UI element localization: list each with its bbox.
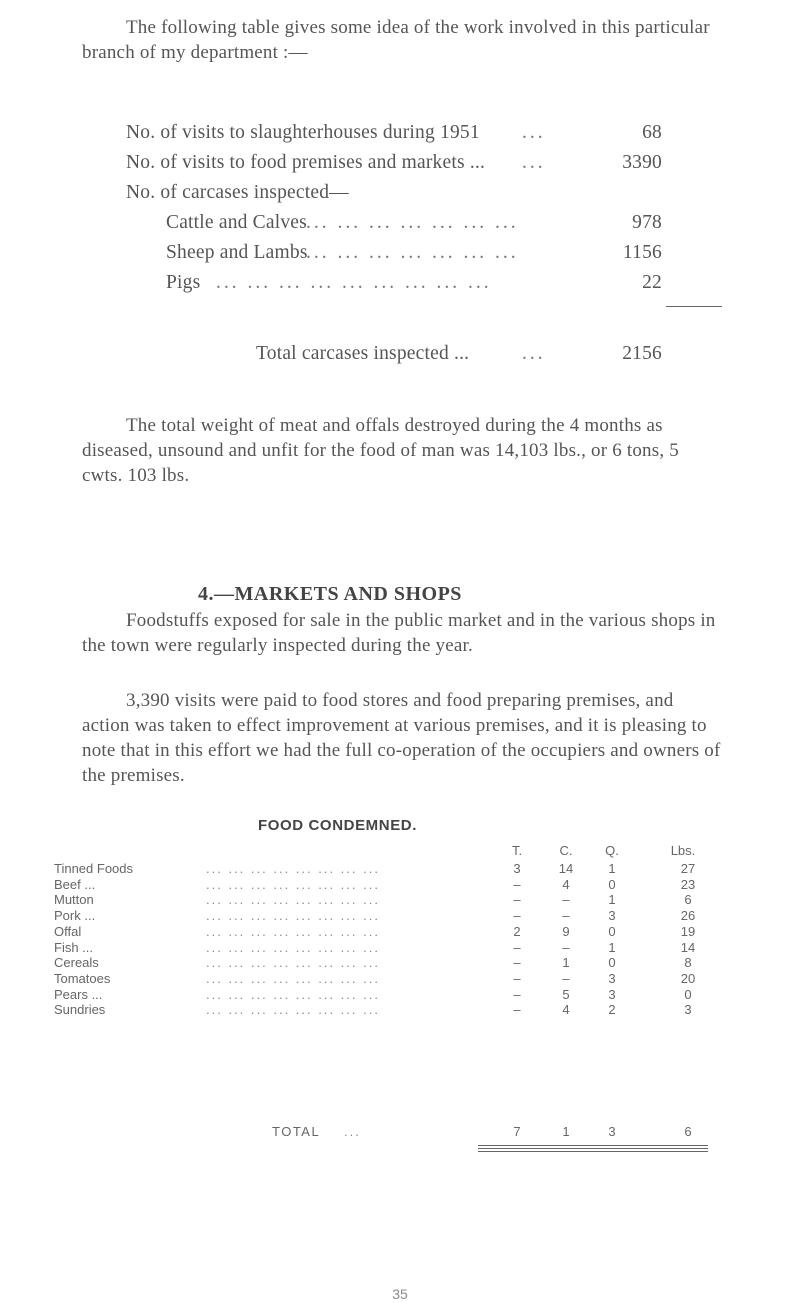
food-item-lbs: 6 <box>684 892 692 907</box>
food-item-name: Tinned Foods <box>54 861 134 876</box>
page-number: 35 <box>392 1286 408 1302</box>
section-heading: 4.—MARKETS AND SHOPS <box>198 583 462 605</box>
column-header-lbs: Lbs. <box>670 843 696 858</box>
food-item-c: – <box>562 908 570 923</box>
food-item-dots: ... ... ... ... ... ... ... ... <box>206 861 380 876</box>
total-lbs: 6 <box>684 1124 692 1139</box>
food-item-lbs: 0 <box>684 987 692 1002</box>
stat-label: No. of carcases inspected— <box>126 182 349 203</box>
food-item-c: 4 <box>562 1002 570 1017</box>
food-item-t: – <box>513 971 521 986</box>
food-item-dots: ... ... ... ... ... ... ... ... <box>206 892 380 907</box>
stat-label: Total carcases inspected ... <box>256 343 470 364</box>
food-item-q: 3 <box>608 908 616 923</box>
food-item-t: 3 <box>513 861 521 876</box>
column-header-q: Q. <box>605 843 619 858</box>
food-item-dots: ... ... ... ... ... ... ... ... <box>206 924 380 939</box>
stat-dots: ... <box>522 122 546 143</box>
stat-dots: ... ... ... ... ... ... ... <box>306 242 519 263</box>
stat-value: 2156 <box>622 343 662 364</box>
food-item-t: 2 <box>513 924 521 939</box>
stat-label: Sheep and Lambs <box>166 242 308 263</box>
food-item-name: Cereals <box>54 955 99 970</box>
food-item-c: 14 <box>558 861 574 876</box>
stat-label: Cattle and Calves <box>166 212 307 233</box>
food-item-c: 1 <box>562 955 570 970</box>
food-item-t: – <box>513 908 521 923</box>
food-item-q: 1 <box>608 940 616 955</box>
stat-dots: ... <box>522 152 546 173</box>
food-item-lbs: 3 <box>684 1002 692 1017</box>
total-t: 7 <box>513 1124 521 1139</box>
food-item-q: 3 <box>608 987 616 1002</box>
food-item-t: – <box>513 987 521 1002</box>
food-item-q: 3 <box>608 971 616 986</box>
food-item-lbs: 23 <box>680 877 696 892</box>
food-item-q: 2 <box>608 1002 616 1017</box>
food-item-dots: ... ... ... ... ... ... ... ... <box>206 940 380 955</box>
food-item-c: – <box>562 940 570 955</box>
stat-dots: ... ... ... ... ... ... ... <box>306 212 519 233</box>
food-item-t: – <box>513 892 521 907</box>
food-item-c: 5 <box>562 987 570 1002</box>
stat-label: No. of visits to slaughterhouses during 1951 <box>126 122 480 143</box>
food-item-lbs: 27 <box>680 861 696 876</box>
food-item-dots: ... ... ... ... ... ... ... ... <box>206 971 380 986</box>
food-item-q: 1 <box>608 861 616 876</box>
food-item-name: Pork ... <box>54 908 96 923</box>
food-item-lbs: 14 <box>680 940 696 955</box>
food-item-dots: ... ... ... ... ... ... ... ... <box>206 955 380 970</box>
food-item-lbs: 19 <box>680 924 696 939</box>
food-condemned-title: FOOD CONDEMNED. <box>258 817 417 834</box>
food-item-q: 0 <box>608 955 616 970</box>
total-dots: ... <box>344 1124 361 1139</box>
food-item-c: – <box>562 892 570 907</box>
food-item-dots: ... ... ... ... ... ... ... ... <box>206 877 380 892</box>
food-item-q: 0 <box>608 877 616 892</box>
stat-label: Pigs <box>166 272 201 293</box>
column-header-c: C. <box>559 843 573 858</box>
food-item-q: 0 <box>608 924 616 939</box>
stat-value: 978 <box>632 212 662 233</box>
stat-dots: ... <box>522 343 546 364</box>
total-c: 1 <box>562 1124 570 1139</box>
stat-value: 22 <box>642 272 662 293</box>
stat-value: 3390 <box>622 152 662 173</box>
stat-value: 1156 <box>622 242 662 263</box>
markets-paragraph: Foodstuffs exposed for sale in the public market and in the various shops in the town were regularly inspected during the year. <box>82 610 716 656</box>
stat-label: No. of visits to food premises and markets ... <box>126 152 486 173</box>
food-item-name: Mutton <box>54 892 94 907</box>
food-item-lbs: 8 <box>684 955 692 970</box>
intro-paragraph: The following table gives some idea of the work involved in this particular branch of my department :— <box>82 17 710 63</box>
food-item-c: 4 <box>562 877 570 892</box>
food-item-dots: ... ... ... ... ... ... ... ... <box>206 1002 380 1017</box>
food-item-name: Beef ... <box>54 877 96 892</box>
food-item-name: Pears ... <box>54 987 103 1002</box>
total-bottom-rule-2 <box>478 1151 708 1152</box>
food-item-t: – <box>513 877 521 892</box>
food-item-name: Sundries <box>54 1002 106 1017</box>
food-item-c: 9 <box>562 924 570 939</box>
food-item-t: – <box>513 955 521 970</box>
total-q: 3 <box>608 1124 616 1139</box>
food-item-c: – <box>562 971 570 986</box>
stat-value: 68 <box>642 122 662 143</box>
food-item-dots: ... ... ... ... ... ... ... ... <box>206 987 380 1002</box>
total-bottom-rule-1 <box>478 1148 708 1149</box>
stat-dots: ... ... ... ... ... ... ... ... ... <box>216 272 492 293</box>
food-item-t: – <box>513 1002 521 1017</box>
food-item-name: Fish ... <box>54 940 94 955</box>
visits-paragraph: 3,390 visits were paid to food stores and food preparing premises, and action was taken to effect improvement at various premises, and it is pleasing to note that in this effort we had the full co-operation of the occupiers and owners of the premises. <box>82 690 721 786</box>
column-header-t: T. <box>511 843 523 858</box>
weight-paragraph: The total weight of meat and offals destroyed during the 4 months as diseased, unsound and unfit for the food of man was 14,103 lbs., or 6 tons, 5 cwts. 103 lbs. <box>82 415 679 486</box>
total-label: TOTAL <box>272 1124 321 1139</box>
food-item-name: Offal <box>54 924 82 939</box>
food-item-name: Tomatoes <box>54 971 111 986</box>
food-item-q: 1 <box>608 892 616 907</box>
total-top-rule <box>478 1145 708 1146</box>
food-item-lbs: 26 <box>680 908 696 923</box>
food-item-dots: ... ... ... ... ... ... ... ... <box>206 908 380 923</box>
food-item-lbs: 20 <box>680 971 696 986</box>
food-item-t: – <box>513 940 521 955</box>
